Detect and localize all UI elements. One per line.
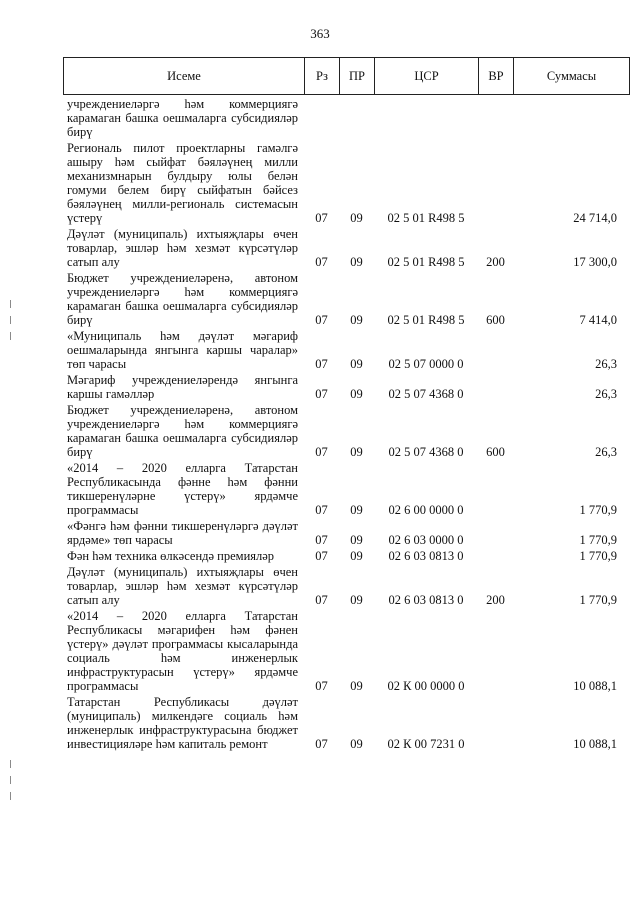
- row-pr: 09: [350, 357, 363, 371]
- row-rz: 07: [315, 503, 328, 517]
- budget-table: [63, 96, 629, 752]
- row-pr: 09: [350, 445, 363, 459]
- row-pr: 09: [350, 549, 363, 563]
- row-pr: 09: [350, 387, 363, 401]
- row-csr: 02 К 00 0000 0: [387, 679, 465, 693]
- scan-mark: [10, 332, 11, 340]
- row-vr: [478, 548, 513, 564]
- row-vr: [478, 96, 513, 140]
- row-rz: 07: [315, 679, 328, 693]
- row-pr: 09: [350, 211, 363, 225]
- row-pr: 09: [350, 313, 363, 327]
- column-header-vr: ВР: [479, 58, 514, 95]
- row-vr: [478, 328, 513, 372]
- table-row: [63, 548, 629, 564]
- row-rz: 07: [315, 445, 328, 459]
- row-csr: 02 5 07 4368 0: [388, 445, 464, 459]
- row-pr: 09: [350, 679, 363, 693]
- row-vr: [478, 372, 513, 402]
- column-header-pr: ПР: [340, 58, 375, 95]
- row-csr: 02 5 07 0000 0: [388, 357, 464, 371]
- row-name: Дәүләт (муниципаль) ихтыяҗлары өчен товарлар, эшләр һәм хезмәт күрсәтүләр сатып алу: [67, 565, 298, 607]
- row-sum: 17 300,0: [573, 255, 617, 269]
- header-row: [64, 58, 630, 95]
- row-vr: [478, 694, 513, 752]
- scan-mark: [10, 316, 11, 324]
- row-sum: [513, 96, 629, 140]
- row-pr: 09: [350, 255, 363, 269]
- row-sum: 24 714,0: [573, 211, 617, 225]
- table-row: [63, 96, 629, 140]
- table-row: [63, 460, 629, 518]
- row-csr: 02 6 03 0813 0: [388, 549, 464, 563]
- table-header: [63, 57, 630, 95]
- row-rz: 07: [315, 255, 328, 269]
- row-name: «Фәнгә һәм фәнни тикшеренүләргә дәүләт ярдәме» төп чарасы: [67, 519, 298, 547]
- row-rz: 07: [315, 533, 328, 547]
- row-rz: 07: [315, 313, 328, 327]
- table-row: [63, 518, 629, 548]
- row-sum: 10 088,1: [573, 737, 617, 751]
- row-name: Бюджет учреждениеләренә, автоном учреждениеләргә һәм коммерциягә карамаган башка оешмаларга субсидияләр бирү: [67, 271, 298, 327]
- row-csr: 02 6 03 0000 0: [388, 533, 464, 547]
- row-vr: 600: [486, 445, 505, 459]
- row-sum: 26,3: [595, 357, 617, 371]
- table-row: [63, 270, 629, 328]
- row-sum: 26,3: [595, 387, 617, 401]
- row-csr: 02 К 00 7231 0: [387, 737, 465, 751]
- row-sum: 1 770,9: [579, 503, 617, 517]
- row-vr: [478, 140, 513, 226]
- row-name: «2014 – 2020 елларга Татарстан Республикасында фәнне һәм фәнни тикшеренүләрне үстерү» ярдәмче программасы: [67, 461, 298, 517]
- row-csr: 02 5 07 4368 0: [388, 387, 464, 401]
- table-row: [63, 226, 629, 270]
- row-vr: 200: [486, 593, 505, 607]
- table-row: [63, 564, 629, 608]
- table-row: [63, 694, 629, 752]
- row-rz: 07: [315, 211, 328, 225]
- table-row: [63, 328, 629, 372]
- row-rz: 07: [315, 549, 328, 563]
- row-rz: 07: [315, 737, 328, 751]
- row-name: Дәүләт (муниципаль) ихтыяҗлары өчен товарлар, эшләр һәм хезмәт күрсәтүләр сатып алу: [67, 227, 298, 269]
- row-name: Бюджет учреждениеләренә, автоном учреждениеләргә һәм коммерциягә карамаган башка оешмаларга субсидияләр бирү: [67, 403, 298, 459]
- row-csr: 02 5 01 R498 5: [387, 211, 465, 225]
- row-csr: 02 5 01 R498 5: [387, 313, 465, 327]
- row-vr: [478, 608, 513, 694]
- column-header-sum: Суммасы: [514, 58, 630, 95]
- row-sum: 1 770,9: [579, 593, 617, 607]
- scan-mark: [10, 760, 11, 768]
- row-name: учреждениеләргә һәм коммерциягә карамаган башка оешмаларга субсидияләр бирү: [67, 97, 298, 139]
- row-name: «Муниципаль һәм дәүләт мәгариф оешмаларында янгынга каршы чаралар» төп чарасы: [67, 329, 298, 371]
- row-csr: 02 6 00 0000 0: [388, 503, 464, 517]
- row-pr: 09: [350, 737, 363, 751]
- row-name: «2014 – 2020 елларга Татарстан Республикасы мәгарифен һәм фәнен үстерү» дәүләт программасы кысаларында социаль һәм инженерлык инфраструктурасын үстерү» ярдәмче программасы: [67, 609, 298, 693]
- row-sum: 1 770,9: [579, 549, 617, 563]
- row-sum: 1 770,9: [579, 533, 617, 547]
- row-pr: [339, 96, 374, 140]
- table-row: [63, 402, 629, 460]
- scan-mark: [10, 792, 11, 800]
- row-rz: 07: [315, 593, 328, 607]
- row-csr: 02 6 03 0813 0: [388, 593, 464, 607]
- table-row: [63, 140, 629, 226]
- scan-mark: [10, 776, 11, 784]
- row-name: Мәгариф учреждениеләрендә янгынга каршы гамәлләр: [67, 373, 298, 401]
- row-vr: 600: [486, 313, 505, 327]
- row-sum: 10 088,1: [573, 679, 617, 693]
- row-rz: 07: [315, 357, 328, 371]
- row-vr: [478, 460, 513, 518]
- page-number: 363: [310, 26, 330, 41]
- row-csr: [374, 96, 478, 140]
- table-body: [63, 96, 629, 752]
- row-vr: 200: [486, 255, 505, 269]
- row-pr: 09: [350, 593, 363, 607]
- column-header-csr: ЦСР: [375, 58, 479, 95]
- column-header-rz: Рз: [305, 58, 340, 95]
- row-rz: 07: [315, 387, 328, 401]
- scan-mark: [10, 300, 11, 308]
- row-name: Татарстан Республикасы дәүләт (муниципаль) милкендәге социаль һәм инженерлык инфраструктурасына бюджет инвестицияләре һәм капиталь ремонт: [67, 695, 298, 751]
- row-csr: 02 5 01 R498 5: [387, 255, 465, 269]
- table-row: [63, 608, 629, 694]
- row-pr: 09: [350, 533, 363, 547]
- row-sum: 26,3: [595, 445, 617, 459]
- row-pr: 09: [350, 503, 363, 517]
- table-row: [63, 372, 629, 402]
- row-sum: 7 414,0: [579, 313, 617, 327]
- row-rz: [304, 96, 339, 140]
- row-name: Фән һәм техника өлкәсендә премияләр: [67, 549, 275, 563]
- row-vr: [478, 518, 513, 548]
- column-header-name: Исеме: [64, 58, 305, 95]
- row-name: Региональ пилот проектларны гамәлгә ашыру һәм сыйфат бәяләүнең милли механизмнарын булдыру юлы белән гомуми белем бирү сыйфатын бәйсез бәяләүнең милли-региональ системасын үстерү: [67, 141, 298, 225]
